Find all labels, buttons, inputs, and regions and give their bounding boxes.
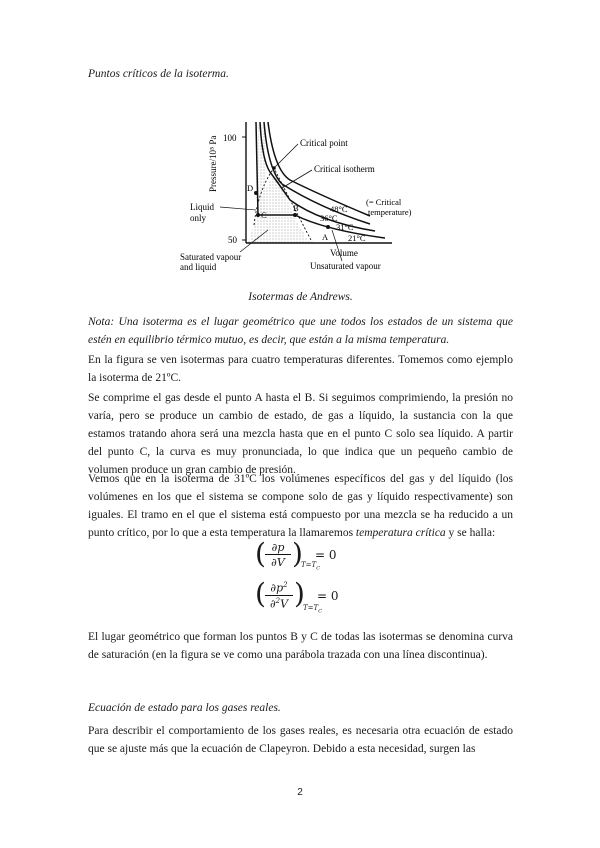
label-point-C: C (261, 210, 267, 220)
label-critical-isotherm: Critical isotherm (314, 164, 375, 174)
label-point-A: A (322, 232, 329, 242)
label-21: 21°C (348, 233, 366, 243)
label-critical-point: Critical point (300, 138, 348, 148)
label-unsaturated: Unsaturated vapour (310, 261, 381, 271)
eq1-subscript: $T=T_C$ (301, 561, 321, 572)
eq1-numerator: ∂p (271, 541, 285, 554)
label-critical-temp-1: (= Critical (366, 197, 402, 207)
y-axis-label: Pressure/10⁵ Pa (208, 135, 218, 192)
section-title-critical-points: Puntos críticos de la isoterma. (88, 68, 229, 80)
paragraph-3-emphasis: temperatura crítica (355, 527, 446, 539)
isotherm-diagram (170, 100, 490, 280)
critical-isotherm-leader (282, 170, 312, 188)
eq1-fraction-bar (265, 554, 291, 555)
label-only: only (190, 213, 207, 223)
note-paragraph: Nota: Una isoterma es el lugar geométrico que une todos los estados de un sistema que estén en equilibrio térmico mutuo, es decir, que están a la misma temperatura. (88, 316, 513, 346)
paragraph-4: El lugar geométrico que forman los puntos B y C de todas las isotermas se denomina curva de saturación (en la figura se ve como una parábola trazada con una línea discontinua). (88, 631, 513, 661)
tick-50-label: 50 (228, 235, 237, 245)
label-saturated-1: Saturated vapour (180, 252, 242, 262)
figure-caption: Isotermas de Andrews. (248, 291, 353, 303)
tick-100-label: 100 (223, 133, 237, 143)
label-point-D: D (247, 183, 254, 193)
label-31: 31°C (336, 222, 354, 232)
label-volume: Volume (330, 248, 358, 258)
label-point-B: B (293, 203, 299, 213)
equation-1 (255, 538, 375, 574)
section-title-real-gases: Ecuación de estado para los gases reales. (88, 702, 281, 714)
point-D (254, 191, 258, 195)
critical-point-leader (274, 144, 298, 168)
eq1-rparen: ) (292, 537, 303, 570)
paragraph-3-start: Vemos que en la isoterma de 31ºC los volúmenes específicos del gas y del líquido (los volúmenes en los que el sistema se compone solo de gas y líquido respectivamente) son iguales. El tramo en el que el sistema está compuesto por una mezcla se ha reducido a un punto crítico, por lo que a esta temperatura la llamaremos (88, 473, 513, 539)
label-36: 36°C (320, 213, 338, 223)
eq2-denominator: ∂$^2$V (269, 597, 289, 611)
point-B (293, 213, 297, 217)
eq2-rhs: = 0 (317, 589, 339, 603)
paragraph-3-end: y se halla: (445, 527, 496, 539)
eq1-denominator: ∂V (271, 556, 285, 569)
eq2-numerator: $\partial p^2$ (270, 581, 288, 595)
paragraph-2: Se comprime el gas desde el punto A hasta el B. Si seguimos comprimiendo, la presión no varía, pero se produce un cambio de estado, de gas a líquido, la sustancia con la que estamos tratando ahora será una mezcla hasta que en el punto C solo sea líquido. A partir del punto C, la curva es muy pronunciada, lo que indica que un pequeño cambio de volumen produce un gran cambio de presión. (88, 392, 513, 476)
label-liquid: Liquid (190, 202, 214, 212)
andrews-isotherms-figure (170, 100, 490, 280)
eq1-rhs: = 0 (315, 548, 337, 562)
paragraph-1: En la figura se ven isotermas para cuatro temperaturas diferentes. Tomemos como ejemplo la isoterma de 21ºC. (88, 354, 513, 384)
label-saturated-2: and liquid (180, 262, 217, 272)
critical-point-dot (272, 166, 276, 170)
page-number: 2 (297, 787, 303, 798)
label-critical-temp-2: temperature) (368, 207, 412, 217)
paragraph-5: Para describir el comportamiento de los gases reales, es necesaria otra ecuación de estado que se ajuste más que la ecuación de Clapeyron. Debido a esta necesidad, surgen las (88, 725, 513, 755)
eq2-rparen: ) (294, 577, 305, 610)
liquid-leader (220, 207, 256, 210)
point-A (326, 225, 330, 229)
label-48: 48°C (330, 204, 348, 214)
point-C (256, 213, 260, 217)
eq2-fraction-bar (265, 595, 293, 596)
eq2-subscript: $T=T_C$ (303, 604, 323, 615)
eq2-lparen: ( (255, 577, 266, 610)
paragraph-3 (88, 470, 513, 542)
eq1-lparen: ( (255, 537, 266, 570)
equation-2 (255, 578, 375, 618)
